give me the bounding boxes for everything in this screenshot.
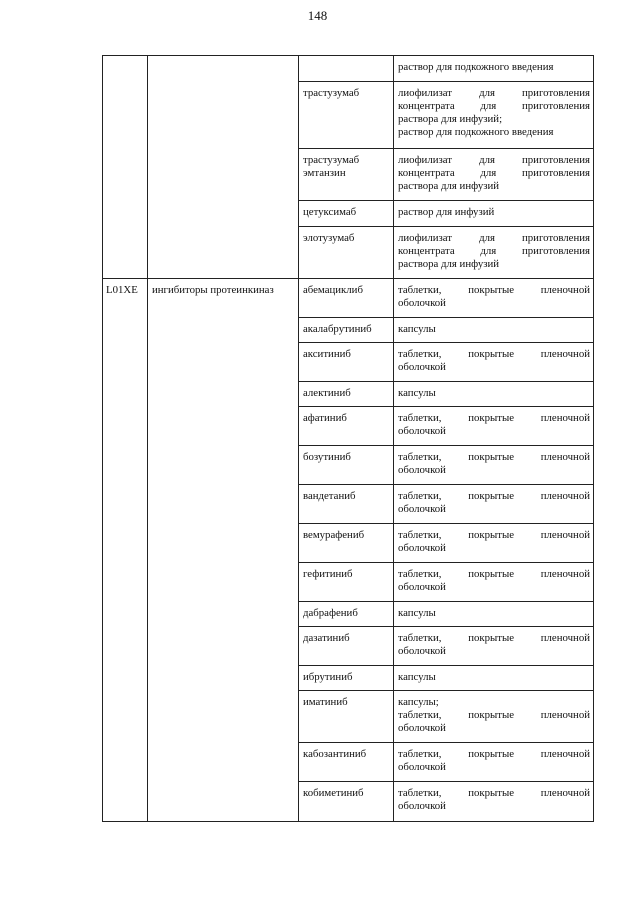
drug-name-cell xyxy=(299,82,394,149)
group-name-cell xyxy=(148,279,299,822)
dosage-form-line: лиофилизат для приготовления xyxy=(398,87,590,99)
atc-code-cell xyxy=(103,56,148,279)
drug-table xyxy=(102,55,594,822)
drug-name: трастузумаб xyxy=(303,87,360,99)
dosage-form-line: концентрата для приготовления xyxy=(398,167,590,179)
table-row xyxy=(103,56,594,82)
dosage-form-line: лиофилизат для приготовления xyxy=(398,154,590,166)
dosage-form-line: таблетки, покрытые пленочной xyxy=(398,284,590,296)
table-row xyxy=(103,279,594,318)
dosage-form-cell xyxy=(394,149,594,201)
dosage-form-line: концентрата для приготовления xyxy=(398,100,590,112)
dosage-form-cell xyxy=(394,602,594,627)
drug-name: вандетаниб xyxy=(303,490,356,502)
drug-name-cell xyxy=(299,743,394,782)
dosage-form-line: оболочкой xyxy=(398,464,446,476)
drug-name-cell xyxy=(299,201,394,227)
dosage-form-cell xyxy=(394,743,594,782)
dosage-form-cell xyxy=(394,407,594,446)
dosage-form-cell xyxy=(394,201,594,227)
dosage-form-cell xyxy=(394,446,594,485)
dosage-form-cell xyxy=(394,691,594,743)
drug-name: алектиниб xyxy=(303,387,351,399)
drug-name-cell xyxy=(299,446,394,485)
drug-name-cell xyxy=(299,666,394,691)
drug-name-cell xyxy=(299,407,394,446)
atc-code-cell xyxy=(103,279,148,822)
dosage-form-line: раствор для подкожного введения xyxy=(398,61,554,73)
dosage-form-line: концентрата для приготовления xyxy=(398,245,590,257)
drug-name-cell xyxy=(299,382,394,407)
dosage-form-line: оболочкой xyxy=(398,542,446,554)
drug-name-cell xyxy=(299,149,394,201)
drug-name-cell xyxy=(299,56,394,82)
drug-name: гефитиниб xyxy=(303,568,353,580)
dosage-form-line: раствора для инфузий; xyxy=(398,113,503,125)
dosage-form-line: раствора для инфузий xyxy=(398,258,500,270)
drug-name: цетуксимаб xyxy=(303,206,357,218)
drug-name: трастузумаб эмтанзин xyxy=(303,154,360,179)
dosage-form-cell xyxy=(394,524,594,563)
drug-name-cell xyxy=(299,318,394,343)
drug-name-cell xyxy=(299,782,394,822)
drug-name: бозутиниб xyxy=(303,451,351,463)
drug-name: элотузумаб xyxy=(303,232,355,244)
drug-name: акситиниб xyxy=(303,348,351,360)
drug-name: ибрутиниб xyxy=(303,671,353,683)
dosage-form-line: таблетки, покрытые пленочной xyxy=(398,529,590,541)
dosage-form-line: таблетки, покрытые пленочной xyxy=(398,709,590,721)
dosage-form-cell xyxy=(394,227,594,279)
dosage-form-line: таблетки, покрытые пленочной xyxy=(398,632,590,644)
dosage-form-line: оболочкой xyxy=(398,722,446,734)
dosage-form-line: таблетки, покрытые пленочной xyxy=(398,787,590,799)
drug-name-cell xyxy=(299,343,394,382)
dosage-form-line: оболочкой xyxy=(398,361,446,373)
drug-name: вемурафениб xyxy=(303,529,365,541)
dosage-form-line: капсулы; xyxy=(398,696,439,708)
drug-name: акалабрутиниб xyxy=(303,323,372,335)
page-number: 148 xyxy=(307,8,328,23)
dosage-form-cell xyxy=(394,485,594,524)
dosage-form-line: лиофилизат для приготовления xyxy=(398,232,590,244)
dosage-form-line: оболочкой xyxy=(398,297,446,309)
dosage-form-line: оболочкой xyxy=(398,645,446,657)
dosage-form-line: капсулы xyxy=(398,671,436,683)
dosage-form-line: раствор для инфузий xyxy=(398,206,495,218)
drug-name-cell xyxy=(299,563,394,602)
drug-name-cell xyxy=(299,627,394,666)
dosage-form-line: капсулы xyxy=(398,387,436,399)
dosage-form-line: таблетки, покрытые пленочной xyxy=(398,490,590,502)
dosage-form-line: таблетки, покрытые пленочной xyxy=(398,348,590,360)
dosage-form-line: оболочкой xyxy=(398,581,446,593)
group-name-cell xyxy=(148,56,299,279)
drug-name: дабрафениб xyxy=(303,607,358,619)
drug-name-cell xyxy=(299,227,394,279)
drug-name: абемациклиб xyxy=(303,284,363,296)
dosage-form-line: таблетки, покрытые пленочной xyxy=(398,748,590,760)
dosage-form-cell xyxy=(394,279,594,318)
dosage-form-line: раствор для подкожного введения xyxy=(398,126,554,138)
dosage-form-line: оболочкой xyxy=(398,761,446,773)
dosage-form-cell xyxy=(394,56,594,82)
drug-name: афатиниб xyxy=(303,412,347,424)
drug-name-cell xyxy=(299,524,394,563)
drug-name-cell xyxy=(299,279,394,318)
dosage-form-line: оболочкой xyxy=(398,425,446,437)
dosage-form-line: капсулы xyxy=(398,323,436,335)
dosage-form-line: оболочкой xyxy=(398,503,446,515)
dosage-form-cell xyxy=(394,318,594,343)
drug-name: кабозантиниб xyxy=(303,748,367,760)
drug-name: дазатиниб xyxy=(303,632,350,644)
dosage-form-line: таблетки, покрытые пленочной xyxy=(398,451,590,463)
group-name: ингибиторы протеинкиназ xyxy=(152,284,274,296)
atc-code: L01XE xyxy=(106,284,138,296)
drug-name-cell xyxy=(299,485,394,524)
dosage-form-cell xyxy=(394,666,594,691)
dosage-form-line: капсулы xyxy=(398,607,436,619)
drug-name-cell xyxy=(299,691,394,743)
dosage-form-cell xyxy=(394,343,594,382)
dosage-form-cell xyxy=(394,82,594,149)
dosage-form-line: оболочкой xyxy=(398,800,446,812)
dosage-form-cell xyxy=(394,563,594,602)
dosage-form-cell xyxy=(394,382,594,407)
dosage-form-cell xyxy=(394,627,594,666)
dosage-form-line: таблетки, покрытые пленочной xyxy=(398,568,590,580)
drug-name-cell xyxy=(299,602,394,627)
dosage-form-line: таблетки, покрытые пленочной xyxy=(398,412,590,424)
drug-name: иматиниб xyxy=(303,696,348,708)
dosage-form-line: раствора для инфузий xyxy=(398,180,500,192)
drug-name: кобиметиниб xyxy=(303,787,364,799)
dosage-form-cell xyxy=(394,782,594,822)
